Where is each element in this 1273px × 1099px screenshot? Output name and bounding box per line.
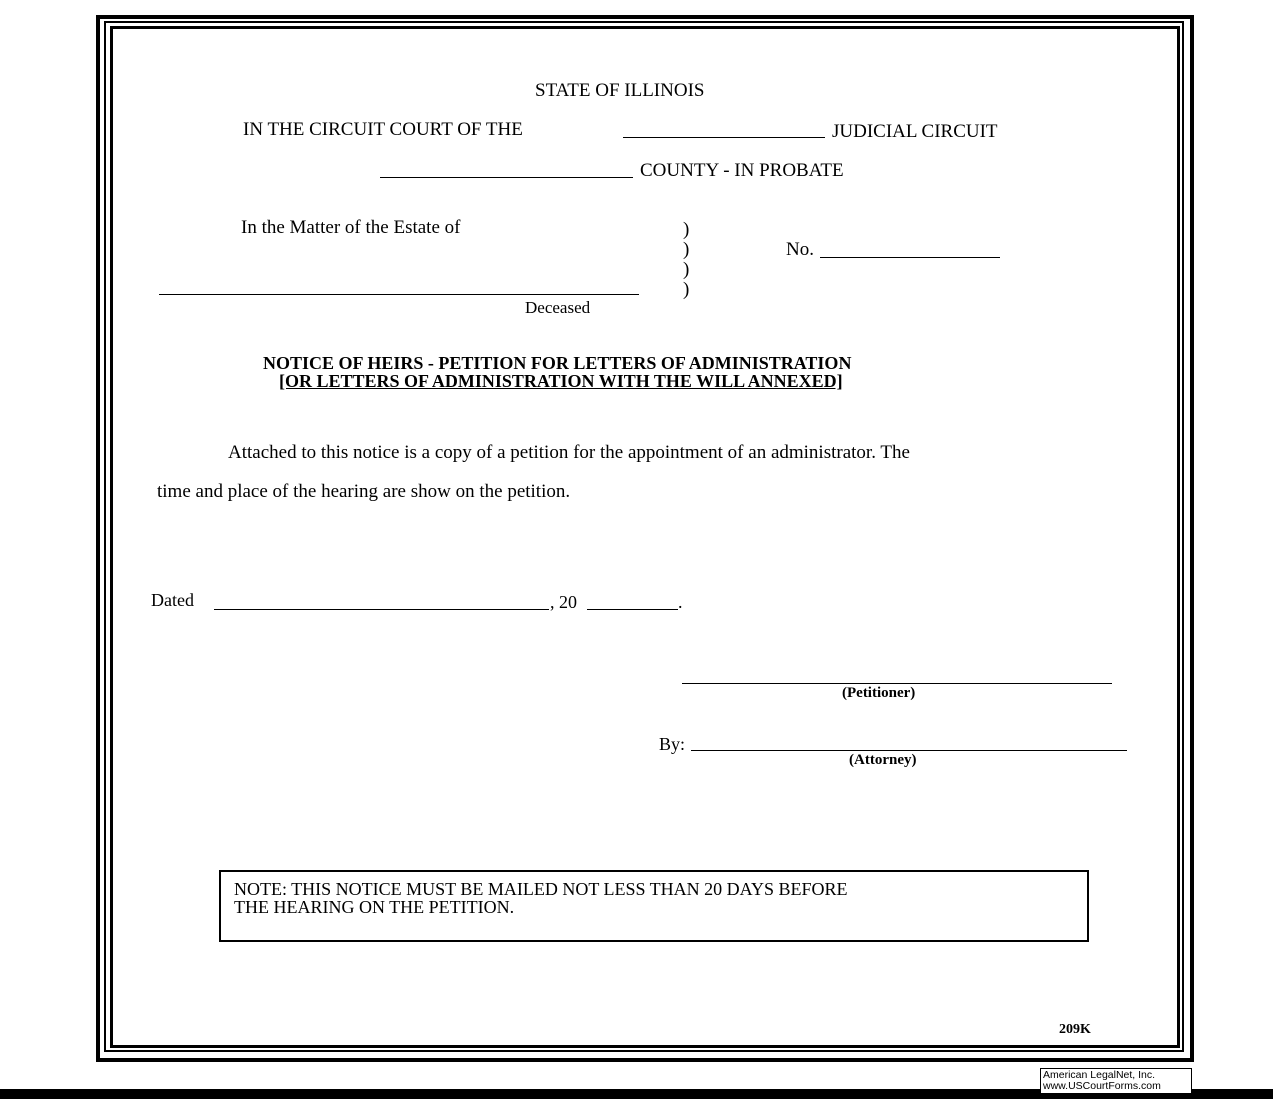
decedent-name-blank: [159, 294, 639, 295]
deceased-label: Deceased: [525, 298, 591, 317]
case-number-label: No.: [786, 239, 814, 260]
petitioner-signature-line: [682, 683, 1112, 684]
dated-label: Dated: [151, 590, 194, 610]
attorney-signature-line: [691, 750, 1127, 751]
note-line-2: THE HEARING ON THE PETITION.: [234, 897, 515, 917]
year-blank: [587, 609, 678, 610]
county-label: COUNTY - IN PROBATE: [640, 160, 844, 181]
date-period: .: [678, 592, 683, 612]
stamp-company: American LegalNet, Inc.: [1043, 1069, 1156, 1081]
note-box: [219, 870, 1089, 942]
paren: ): [683, 219, 690, 240]
form-number: 209K: [1059, 1022, 1091, 1037]
county-blank: [380, 177, 633, 178]
attorney-label: (Attorney): [849, 752, 917, 768]
body-line-1: Attached to this notice is a copy of a petition for the appointment of an administrator. The: [228, 442, 910, 463]
estate-matter-label: In the Matter of the Estate of: [241, 217, 461, 238]
paren: ): [683, 239, 690, 260]
paren: ): [683, 259, 690, 280]
case-number-blank: [820, 257, 1000, 258]
by-label: By:: [659, 734, 686, 754]
court-suffix: JUDICIAL CIRCUIT: [832, 121, 998, 142]
state-heading: STATE OF ILLINOIS: [535, 80, 705, 101]
note-line-1: NOTE: THIS NOTICE MUST BE MAILED NOT LESS THAN 20 DAYS BEFORE: [234, 879, 848, 899]
circuit-blank: [623, 137, 825, 138]
notice-title: NOTICE OF HEIRS - PETITION FOR LETTERS OF ADMINISTRATION: [263, 353, 852, 373]
stamp-url: www.USCourtForms.com: [1043, 1080, 1161, 1092]
petitioner-label: (Petitioner): [842, 685, 916, 701]
notice-subtitle: [OR LETTERS OF ADMINISTRATION WITH THE WILL ANNEXED]: [279, 371, 843, 391]
year-prefix: , 20: [550, 592, 577, 612]
paren: ): [683, 279, 690, 300]
court-prefix: IN THE CIRCUIT COURT OF THE: [243, 119, 523, 140]
publisher-stamp: [1040, 1068, 1192, 1094]
date-blank: [214, 609, 549, 610]
body-line-2: time and place of the hearing are show on the petition.: [157, 481, 571, 502]
